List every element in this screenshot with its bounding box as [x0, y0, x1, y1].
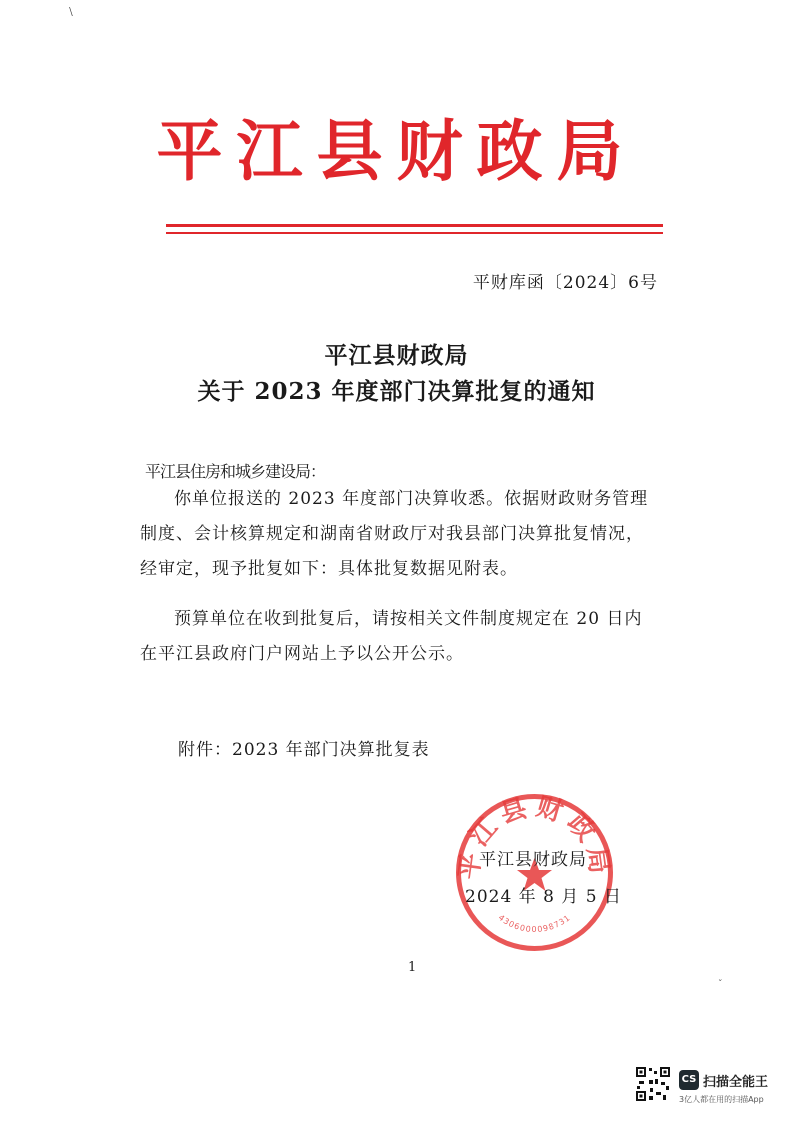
document-number: 平财库函〔2024〕6号 — [472, 273, 658, 293]
paragraph-text: 预算单位在收到批复后，请按相关文件制度规定在 20 日内在平江县政府门户网站上予以公开公示。 — [140, 609, 643, 664]
signature-date: 2024 年 8 月 5 日 — [465, 887, 622, 907]
page-number: 1 — [408, 960, 417, 975]
attachment-line: 附件：2023 年部门决算批复表 — [178, 740, 430, 760]
qr-code-icon — [635, 1066, 671, 1102]
corner-mark: ˇ — [718, 980, 723, 990]
scanner-watermark — [635, 1062, 775, 1110]
body-paragraph-1 — [140, 482, 660, 587]
letterhead-rule-top — [166, 224, 663, 227]
seal-text: 平江县财政局 — [454, 791, 615, 882]
official-seal-stamp — [452, 790, 617, 955]
corner-scribble: ﹨ — [64, 3, 78, 19]
notice-title-line2: 关于 2023 年度部门决算批复的通知 — [197, 378, 596, 405]
seal-code: 4306000098731 — [496, 912, 573, 935]
app-slogan: 3亿人都在用的扫描App — [679, 1095, 764, 1104]
camscanner-logo-icon: CS — [679, 1070, 699, 1090]
paragraph-text: 你单位报送的 2023 年度部门决算收悉。依据财政财务管理制度、会计核算规定和湖南省财政厅对我县部门决算批复情况，经审定，现予批复如下：具体批复数据见附表。 — [140, 489, 649, 579]
svg-text:4306000098731 — [497, 913, 573, 934]
body-paragraph-2 — [140, 602, 660, 672]
addressee: 平江县住房和城乡建设局： — [145, 462, 326, 481]
signature-org: 平江县财政局 — [479, 850, 587, 870]
app-name: 扫描全能王 — [703, 1075, 769, 1090]
agency-letterhead: 平江县财政局 — [156, 112, 637, 190]
notice-title-line1: 平江县财政局 — [324, 342, 469, 369]
letterhead-rule-bottom — [166, 232, 663, 234]
